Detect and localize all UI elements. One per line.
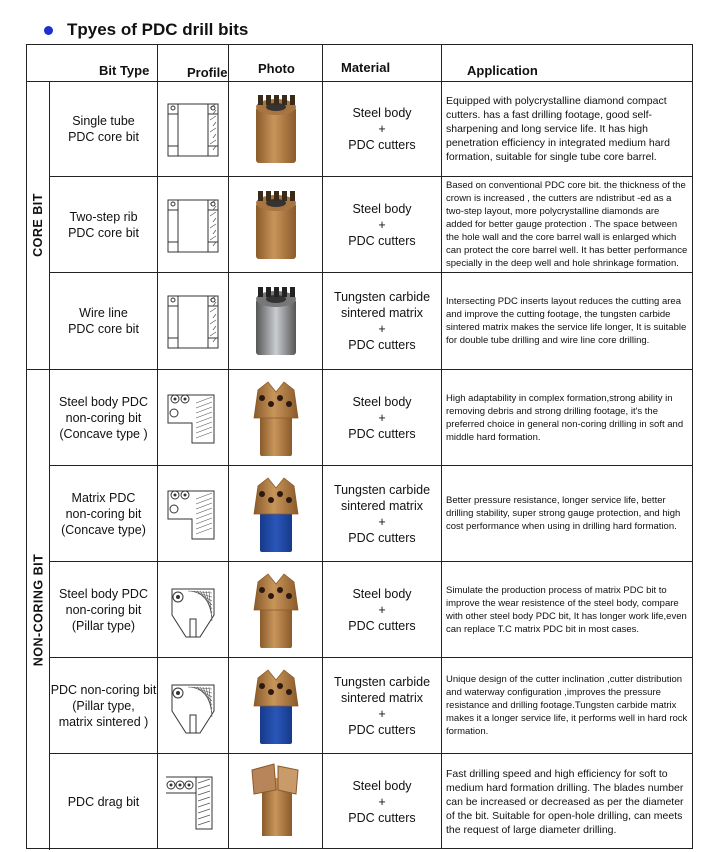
application-cell <box>442 658 688 753</box>
material-cell <box>323 466 441 561</box>
bit-type-line: Steel body PDC <box>59 586 148 601</box>
bit-type-cell <box>50 81 157 176</box>
grid-line <box>228 81 229 176</box>
bit-type-cell <box>50 273 157 369</box>
material-cell <box>323 177 441 272</box>
table-row <box>50 273 692 370</box>
grid-line <box>157 562 158 657</box>
application-text: High adaptability in complex formation,strong ability in removing debris and strong drilling footage, it's the preferred choice in general non-coring drilling in soft and middle hard formation. <box>446 392 684 443</box>
application-text: Fast drilling speed and high efficiency for soft to medium hard formation drilling. The blades number can be increased or decreased as per the diameter of the bit. Suitable for open-hole drilling, can meets the request of large diameter drilling. <box>446 767 684 836</box>
grid-line <box>228 45 229 81</box>
material-line: Steel body <box>352 201 412 216</box>
material-line: PDC cutters <box>348 137 416 152</box>
grid-line <box>441 370 442 465</box>
header-material: Material <box>341 60 391 75</box>
material-line: sintered matrix <box>341 690 423 705</box>
profile-drawing <box>158 177 228 272</box>
application-cell <box>442 273 688 369</box>
profile-drawing <box>158 466 228 561</box>
table-row <box>50 562 692 658</box>
group-non-coring-bit <box>27 370 50 850</box>
steel-pillar-bit-photo-icon <box>229 562 322 657</box>
material-line: PDC cutters <box>348 233 416 248</box>
material-line: sintered matrix <box>341 306 423 320</box>
application-text: Unique design of the cutter inclination ,cutter distribution and waterway configuration ,improves the pressure resistance and drilling footage.Tungsten carbide matrix makes it a longer service life, it performs well in hard rock formation. <box>446 674 688 737</box>
grid-line <box>441 273 442 369</box>
grid-line <box>157 754 158 849</box>
grid-line <box>441 754 442 849</box>
material-line: + <box>378 121 386 136</box>
profile-drawing <box>158 273 228 369</box>
bit-type-line: non-coring bit <box>65 410 142 425</box>
matrix-core-bit-photo-icon <box>229 273 322 369</box>
grid-line <box>157 466 158 561</box>
material-cell <box>323 370 441 465</box>
bit-type-cell <box>50 658 157 753</box>
header-application: Application <box>467 63 538 78</box>
header-photo: Photo <box>258 61 295 76</box>
grid-line <box>157 370 158 465</box>
bit-type-cell <box>50 370 157 465</box>
grid-line <box>157 177 158 272</box>
bit-type-line: Matrix PDC <box>71 490 136 505</box>
grid-line <box>322 562 323 657</box>
bit-type-line: Single tube <box>72 113 135 128</box>
bit-type-line: PDC non-coring bit <box>50 682 157 697</box>
application-cell <box>442 562 688 657</box>
bit-type-cell <box>50 466 157 561</box>
material-line: + <box>378 706 386 721</box>
material-line: Steel body <box>352 394 412 409</box>
profile-drawing <box>158 562 228 657</box>
material-line: PDC cutters <box>348 338 416 352</box>
table-row <box>50 177 692 273</box>
application-text: Equipped with polycrystalline diamond compact cutters. has a fast drilling footage, good self-sharpening and long service life. It has high penetration efficiency in integrated medium hard formation, suitable for single tube core barrel. <box>446 94 670 163</box>
header-profile: Profile <box>187 65 228 80</box>
group-core-bit-label: CORE BIT <box>31 193 46 257</box>
profile-drawing <box>158 754 228 849</box>
material-line: Tungsten carbide <box>333 674 431 689</box>
material-line: sintered matrix <box>341 498 423 513</box>
material-line: Steel body <box>352 105 412 120</box>
matrix-blade-bit-photo-icon <box>229 466 322 561</box>
grid-line <box>441 466 442 561</box>
bit-type-cell <box>50 754 157 849</box>
bit-type-line: Steel body PDC <box>59 394 148 409</box>
grid-line <box>228 466 229 561</box>
bit-type-line: PDC core bit <box>68 225 139 240</box>
material-line: + <box>378 602 386 617</box>
application-text: Based on conventional PDC core bit. the thickness of the crown is increased , the cutters are ndistribut -ed as a two-step layout, more polycrystalline diamonds are added for better gauge protection . The space between the hole wall and the core barrel wall is enlarged which can protect the core barrel well. It has better performance specially in the deep well and hole shrinkage formation. <box>446 180 688 269</box>
material-line: Tungsten carbide <box>333 482 431 497</box>
material-cell <box>323 273 441 369</box>
application-cell <box>442 370 688 465</box>
bit-type-line: non-coring bit <box>65 506 142 521</box>
grid-line <box>322 466 323 561</box>
application-cell <box>442 81 688 176</box>
bit-type-line: (Pillar type) <box>71 618 136 633</box>
table-row <box>50 81 692 177</box>
grid-line <box>157 658 158 753</box>
grid-line <box>322 754 323 849</box>
application-text: Intersecting PDC inserts layout reduces the cutting area and improve the cutting footage, the tungsten carbide sintered matrix makes the service life longer, It is suitable for double tube drilling and wire line core drilling. <box>446 296 687 346</box>
core-bit-photo-icon <box>229 81 322 176</box>
table-row <box>50 754 692 849</box>
grid-line <box>322 81 323 176</box>
profile-drawing <box>158 81 228 176</box>
grid-line <box>441 562 442 657</box>
bullet-icon <box>44 26 53 35</box>
material-line: PDC cutters <box>348 530 416 545</box>
bit-type-line: PDC core bit <box>68 129 139 144</box>
application-cell <box>442 754 688 849</box>
page-title: Tpyes of PDC drill bits <box>67 20 249 39</box>
material-cell <box>323 754 441 849</box>
group-core-bit <box>27 81 50 370</box>
grid-line <box>322 45 323 81</box>
bit-type-line: (Concave type) <box>61 522 146 537</box>
bit-type-line: non-coring bit <box>65 602 142 617</box>
application-text: Better pressure resistance, longer service life, better drilling stability, super strong gauge protection, and high cost performance when using in drilling hard formation. <box>446 495 681 532</box>
material-line: + <box>378 794 386 809</box>
material-line: + <box>378 514 386 529</box>
bit-type-line: PDC core bit <box>68 322 139 336</box>
application-text: Simulate the production process of matrix PDC bit to improve the wear resistence of the steel body, compare with other steel body PDC bit, It has longer work life,even can replace T.C matrix PDC bit in most cases. <box>446 584 687 635</box>
grid-line <box>441 81 442 176</box>
application-cell <box>442 177 688 272</box>
grid-line <box>322 370 323 465</box>
bit-types-table <box>26 44 693 849</box>
material-line: Tungsten carbide <box>333 290 431 304</box>
material-line: PDC cutters <box>348 618 416 633</box>
grid-line <box>228 562 229 657</box>
grid-line <box>157 81 158 176</box>
bit-type-line: (Concave type ) <box>59 426 148 441</box>
table-row <box>50 370 692 466</box>
material-line: + <box>378 322 386 336</box>
material-cell <box>323 658 441 753</box>
title-bar <box>44 18 248 42</box>
grid-line <box>441 45 442 81</box>
grid-line <box>441 658 442 753</box>
table-header <box>27 45 692 82</box>
bit-type-line: (Pillar type, <box>72 698 135 713</box>
bit-type-line: PDC drag bit <box>67 794 140 809</box>
profile-drawing <box>158 370 228 465</box>
grid-line <box>228 273 229 369</box>
material-line: PDC cutters <box>348 810 416 825</box>
matrix-pillar-bit-photo-icon <box>229 658 322 753</box>
bit-type-line: Wire line <box>79 306 128 320</box>
grid-line <box>157 45 158 81</box>
grid-line <box>228 177 229 272</box>
grid-line <box>157 273 158 369</box>
bit-type-cell <box>50 177 157 272</box>
bit-type-line: matrix sintered ) <box>58 714 149 729</box>
grid-line <box>322 658 323 753</box>
table-row <box>50 658 692 754</box>
material-line: + <box>378 410 386 425</box>
bit-type-line: Two-step rib <box>69 209 138 224</box>
grid-line <box>228 658 229 753</box>
material-line: + <box>378 217 386 232</box>
material-cell <box>323 562 441 657</box>
grid-line <box>228 370 229 465</box>
table-row <box>50 466 692 562</box>
group-non-coring-bit-label: NON-CORING BIT <box>31 553 45 667</box>
grid-line <box>441 177 442 272</box>
material-cell <box>323 81 441 176</box>
bit-type-cell <box>50 562 157 657</box>
grid-line <box>322 273 323 369</box>
material-line: Steel body <box>352 778 412 793</box>
steel-blade-bit-photo-icon <box>229 370 322 465</box>
material-line: PDC cutters <box>348 722 416 737</box>
profile-drawing <box>158 658 228 753</box>
grid-line <box>322 177 323 272</box>
grid-line <box>228 754 229 849</box>
material-line: PDC cutters <box>348 426 416 441</box>
material-line: Steel body <box>352 586 412 601</box>
header-bit-type: Bit Type <box>99 63 150 78</box>
drag-bit-photo-icon <box>229 754 322 849</box>
core-bit-photo-icon <box>229 177 322 272</box>
application-cell <box>442 466 688 561</box>
